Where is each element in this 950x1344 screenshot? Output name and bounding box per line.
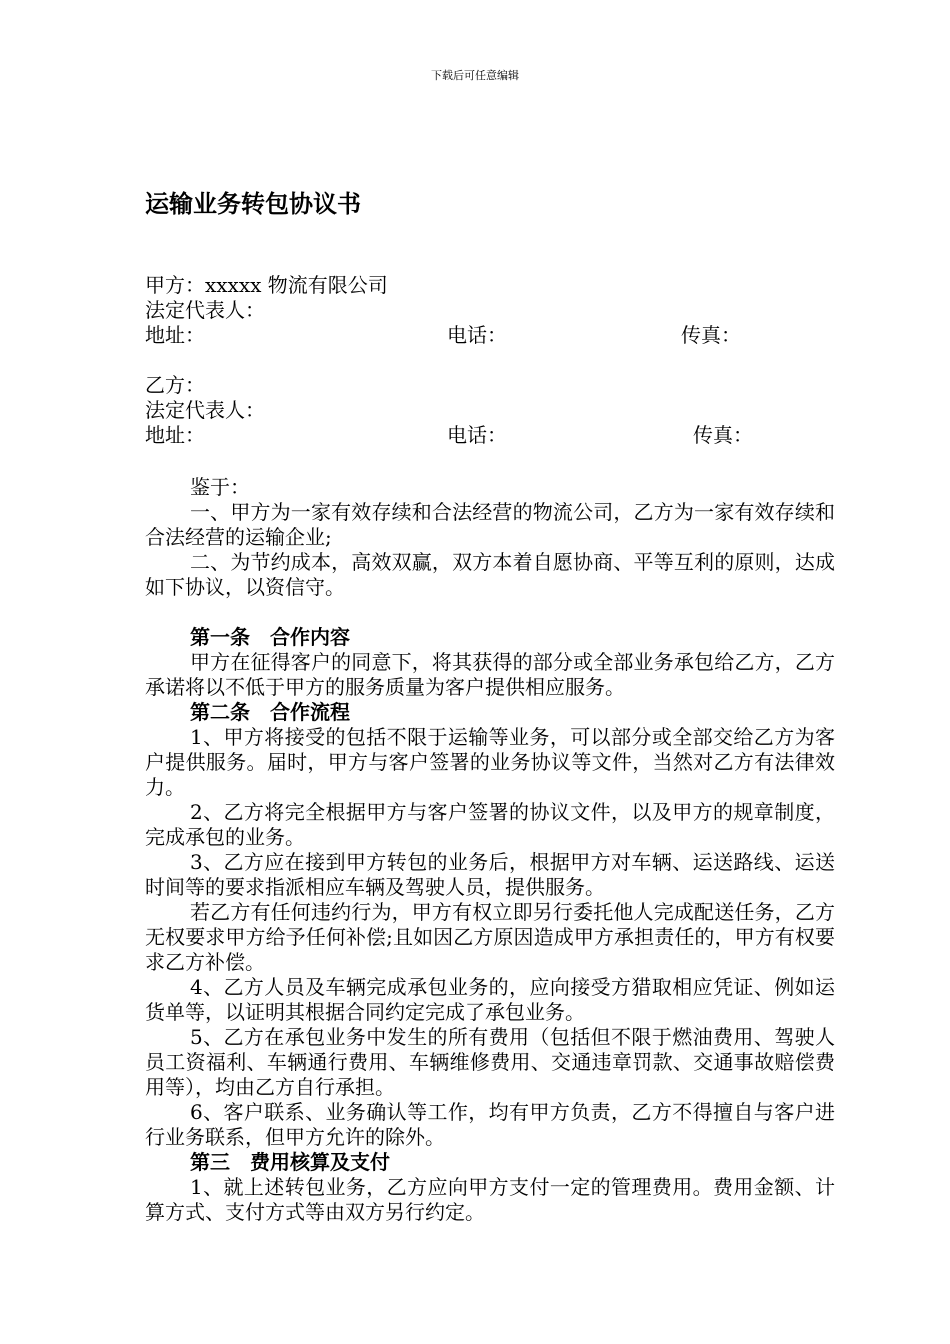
party-b-legal-rep: 法定代表人： <box>145 398 265 422</box>
party-a-contact-row <box>145 323 845 348</box>
page-header: 下载后可任意编辑 <box>431 69 519 82</box>
article-1-heading: 第一条 合作内容 <box>190 625 350 649</box>
spacer <box>145 600 835 625</box>
party-a-legal-rep: 法定代表人： <box>145 298 265 322</box>
party-a-fax: 传真： <box>681 323 741 347</box>
article-2-item-4: 4、乙方人员及车辆完成承包业务的，应向接受方猎取相应凭证、例如运货单等，以证明其根据合同约定完成了承包业务。 <box>145 975 835 1024</box>
party-b-block <box>145 373 845 448</box>
party-b-fax: 传真： <box>693 423 753 447</box>
article-3-item-1: 1、就上述转包业务，乙方应向甲方支付一定的管理费用。费用金额、计算方式、支付方式等由双方另行约定。 <box>145 1175 835 1224</box>
party-b-name: 乙方： <box>145 373 205 397</box>
preamble-lead: 鉴于： <box>190 475 250 499</box>
document-body <box>145 475 835 1225</box>
party-a-block <box>145 273 845 348</box>
party-b-contact-row <box>145 423 845 448</box>
article-3-heading: 第三 费用核算及支付 <box>190 1150 390 1174</box>
party-b-phone: 电话： <box>447 423 507 447</box>
party-a-phone: 电话： <box>447 323 507 347</box>
article-2-item-5: 5、乙方在承包业务中发生的所有费用（包括但不限于燃油费用、驾驶人员工资福利、车辆通行费用、车辆维修费用、交通违章罚款、交通事故赔偿费用等），均由乙方自行承担。 <box>145 1025 835 1099</box>
article-2-item-6: 6、客户联系、业务确认等工作，均有甲方负责，乙方不得擅自与客户进行业务联系，但甲方允许的除外。 <box>145 1100 835 1149</box>
party-a-name: 甲方：xxxxx 物流有限公司 <box>145 273 388 297</box>
article-2-item-2: 2、乙方将完全根据甲方与客户签署的协议文件，以及甲方的规章制度，完成承包的业务。 <box>145 800 835 849</box>
preamble-item-1: 一、甲方为一家有效存续和合法经营的物流公司，乙方为一家有效存续和合法经营的运输企业; <box>145 500 835 549</box>
article-2-item-1: 1、甲方将接受的包括不限于运输等业务，可以部分或全部交给乙方为客户提供服务。届时，甲方与客户签署的业务协议等文件，当然对乙方有法律效力。 <box>145 725 835 799</box>
article-2-heading: 第二条 合作流程 <box>190 700 350 724</box>
preamble-item-2: 二、为节约成本，高效双赢，双方本着自愿协商、平等互利的原则，达成如下协议，以资信守。 <box>145 550 835 599</box>
article-1-paragraph: 甲方在征得客户的同意下，将其获得的部分或全部业务承包给乙方，乙方承诺将以不低于甲方的服务质量为客户提供相应服务。 <box>145 650 835 699</box>
party-a-address: 地址： <box>145 323 205 347</box>
document-title: 运输业务转包协议书 <box>145 190 361 218</box>
party-b-address: 地址： <box>145 423 205 447</box>
article-2-item-3: 3、乙方应在接到甲方转包的业务后，根据甲方对车辆、运送路线、运送时间等的要求指派相应车辆及驾驶人员，提供服务。 <box>145 850 835 899</box>
article-2-item-3-supplement: 若乙方有任何违约行为，甲方有权立即另行委托他人完成配送任务，乙方无权要求甲方给予任何补偿;且如因乙方原因造成甲方承担责任的，甲方有权要求乙方补偿。 <box>145 900 835 974</box>
